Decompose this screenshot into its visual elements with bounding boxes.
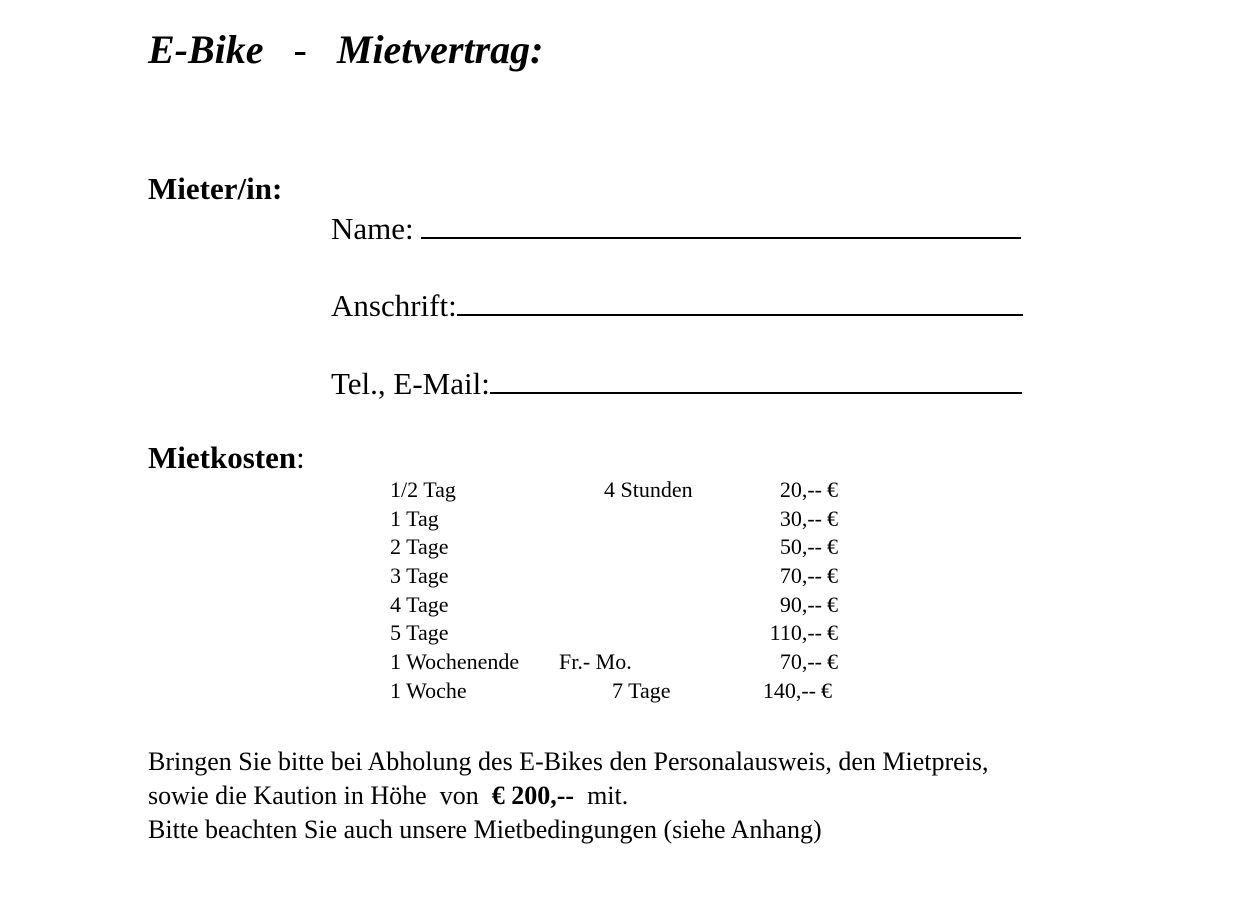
name-field[interactable] [331,209,1021,248]
rate-row [390,619,850,648]
title-part-ebike: E-Bike [148,27,264,72]
notice-deposit-text: sowie die Kaution in Höhe von [148,781,492,810]
deposit-amount: € 200,-- [491,781,575,810]
rate-currency: € [827,534,838,560]
rate-currency: € [827,591,838,617]
rate-price: 70,-- [779,563,822,589]
notice-deposit-suffix: mit. [574,781,629,810]
rate-row [390,533,850,562]
rate-row [390,591,850,620]
rate-label: 3 Tage [390,563,449,589]
tenant-heading: Mieter/in: [148,171,283,206]
rate-currency: € [827,649,838,675]
notice-paragraph [148,745,989,847]
rate-price: 20,-- [779,477,822,502]
rate-currency: € [827,620,838,646]
rate-label: 1/2 Tag [390,477,456,502]
rate-price: 90,-- [779,591,822,617]
rate-note: 7 Tage [612,677,671,703]
rate-currency: € [827,563,838,589]
rate-note: 4 Stunden [604,477,693,502]
rate-label: 5 Tage [390,620,449,646]
name-label: Name: [331,211,422,246]
rate-label: 4 Tage [390,591,449,617]
name-line[interactable] [421,209,1021,239]
rate-price: 50,-- [779,534,822,560]
rate-label: 2 Tage [390,534,449,560]
address-label: Anschrift: [331,288,457,323]
rate-currency: € [821,677,832,703]
rate-row [390,476,850,505]
rate-label: 1 Wochenende [390,649,520,675]
notice-line-1: Bringen Sie bitte bei Abholung des E-Bikes den Personalausweis, den Mietpreis, [148,747,989,776]
rate-note: Fr.- Mo. [559,649,632,675]
address-line[interactable] [457,286,1023,316]
notice-line-2 [148,779,989,813]
rate-currency: € [827,477,838,502]
rate-currency: € [827,505,838,531]
address-field[interactable] [331,286,1023,325]
rate-row [390,562,850,591]
contact-field[interactable] [331,364,1022,403]
rates-table [390,476,850,706]
rate-label: 1 Tag [390,505,439,531]
rate-row [390,677,850,706]
rate-label: 1 Woche [390,677,467,703]
rate-price: 140,-- [762,677,816,703]
contact-line[interactable] [490,364,1022,394]
notice-line-3: Bitte beachten Sie auch unsere Mietbedingungen (siehe Anhang) [148,815,822,844]
costs-heading: Mietkosten: [148,440,305,475]
rate-price: 70,-- [779,649,822,675]
title-separator: - [293,27,307,72]
contact-label: Tel., E-Mail: [331,366,490,401]
title-part-contract: Mietvertrag: [336,27,544,72]
rate-price: 30,-- [779,505,822,531]
rate-price: 110,-- [769,620,822,646]
rate-row [390,648,850,677]
rate-row [390,505,850,534]
document-title [148,24,544,76]
